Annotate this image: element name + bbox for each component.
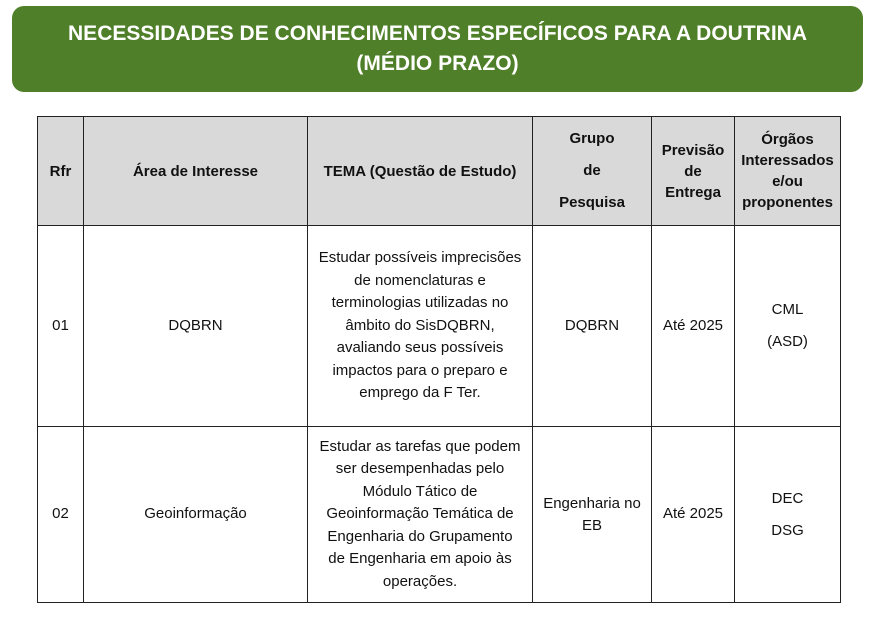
- cell-area: Geoinformação: [84, 427, 308, 603]
- header-previsao-line: Previsão: [661, 141, 725, 159]
- cell-orgao: DEC: [771, 489, 804, 507]
- title-banner: [12, 6, 863, 92]
- header-grupo-line: Pesquisa: [559, 194, 625, 211]
- cell-grupo: [533, 226, 652, 427]
- header-rfr: Rfr: [38, 117, 84, 226]
- cell-orgaos: [735, 226, 841, 427]
- header-previsao-line: de: [684, 162, 702, 180]
- cell-previsao: Até 2025: [652, 427, 735, 603]
- title-line-2: (MÉDIO PRAZO): [356, 52, 519, 75]
- cell-orgao: (ASD): [767, 333, 808, 350]
- header-orgaos-line: proponentes: [742, 194, 833, 211]
- header-grupo-line: de: [583, 162, 601, 179]
- title-line-1: NECESSIDADES DE CONHECIMENTOS ESPECÍFICOS PARA A DOUTRINA: [68, 22, 807, 45]
- cell-orgao: DSG: [771, 521, 804, 539]
- cell-grupo-line: Engenharia no: [543, 494, 641, 512]
- cell-tema: Estudar as tarefas que podem ser desempenhadas pelo Módulo Tático de Geoinformação Temática de Engenharia do Grupamento de Engenharia em apoio às operações.: [308, 427, 533, 603]
- table-row: [38, 427, 841, 603]
- cell-area: DQBRN: [84, 226, 308, 427]
- cell-orgao: CML: [771, 301, 804, 318]
- cell-rfr: 02: [38, 427, 84, 603]
- cell-orgaos: [735, 427, 841, 603]
- header-previsao: [652, 117, 735, 226]
- table-row: [38, 226, 841, 427]
- cell-grupo-line: DQBRN: [564, 317, 620, 334]
- header-orgaos-line: Interessados: [741, 152, 834, 169]
- cell-grupo-line: EB: [581, 516, 602, 534]
- header-area: Área de Interesse: [84, 117, 308, 226]
- header-orgaos: [735, 117, 841, 226]
- header-orgaos-line: e/ou: [772, 173, 803, 190]
- cell-tema: Estudar possíveis imprecisões de nomenclaturas e terminologias utilizadas no âmbito do SisDQBRN, avaliando seus possíveis impactos para o preparo e emprego da F Ter.: [308, 226, 533, 427]
- table-header-row: [38, 117, 841, 226]
- header-grupo-line: Grupo: [569, 130, 615, 147]
- doctrine-table: [37, 116, 841, 603]
- header-grupo: [533, 117, 652, 226]
- header-previsao-line: Entrega: [665, 183, 721, 201]
- header-tema: TEMA (Questão de Estudo): [308, 117, 533, 226]
- cell-grupo: [533, 427, 652, 603]
- cell-previsao: Até 2025: [652, 226, 735, 427]
- header-orgaos-line: Órgãos: [761, 131, 814, 148]
- cell-rfr: 01: [38, 226, 84, 427]
